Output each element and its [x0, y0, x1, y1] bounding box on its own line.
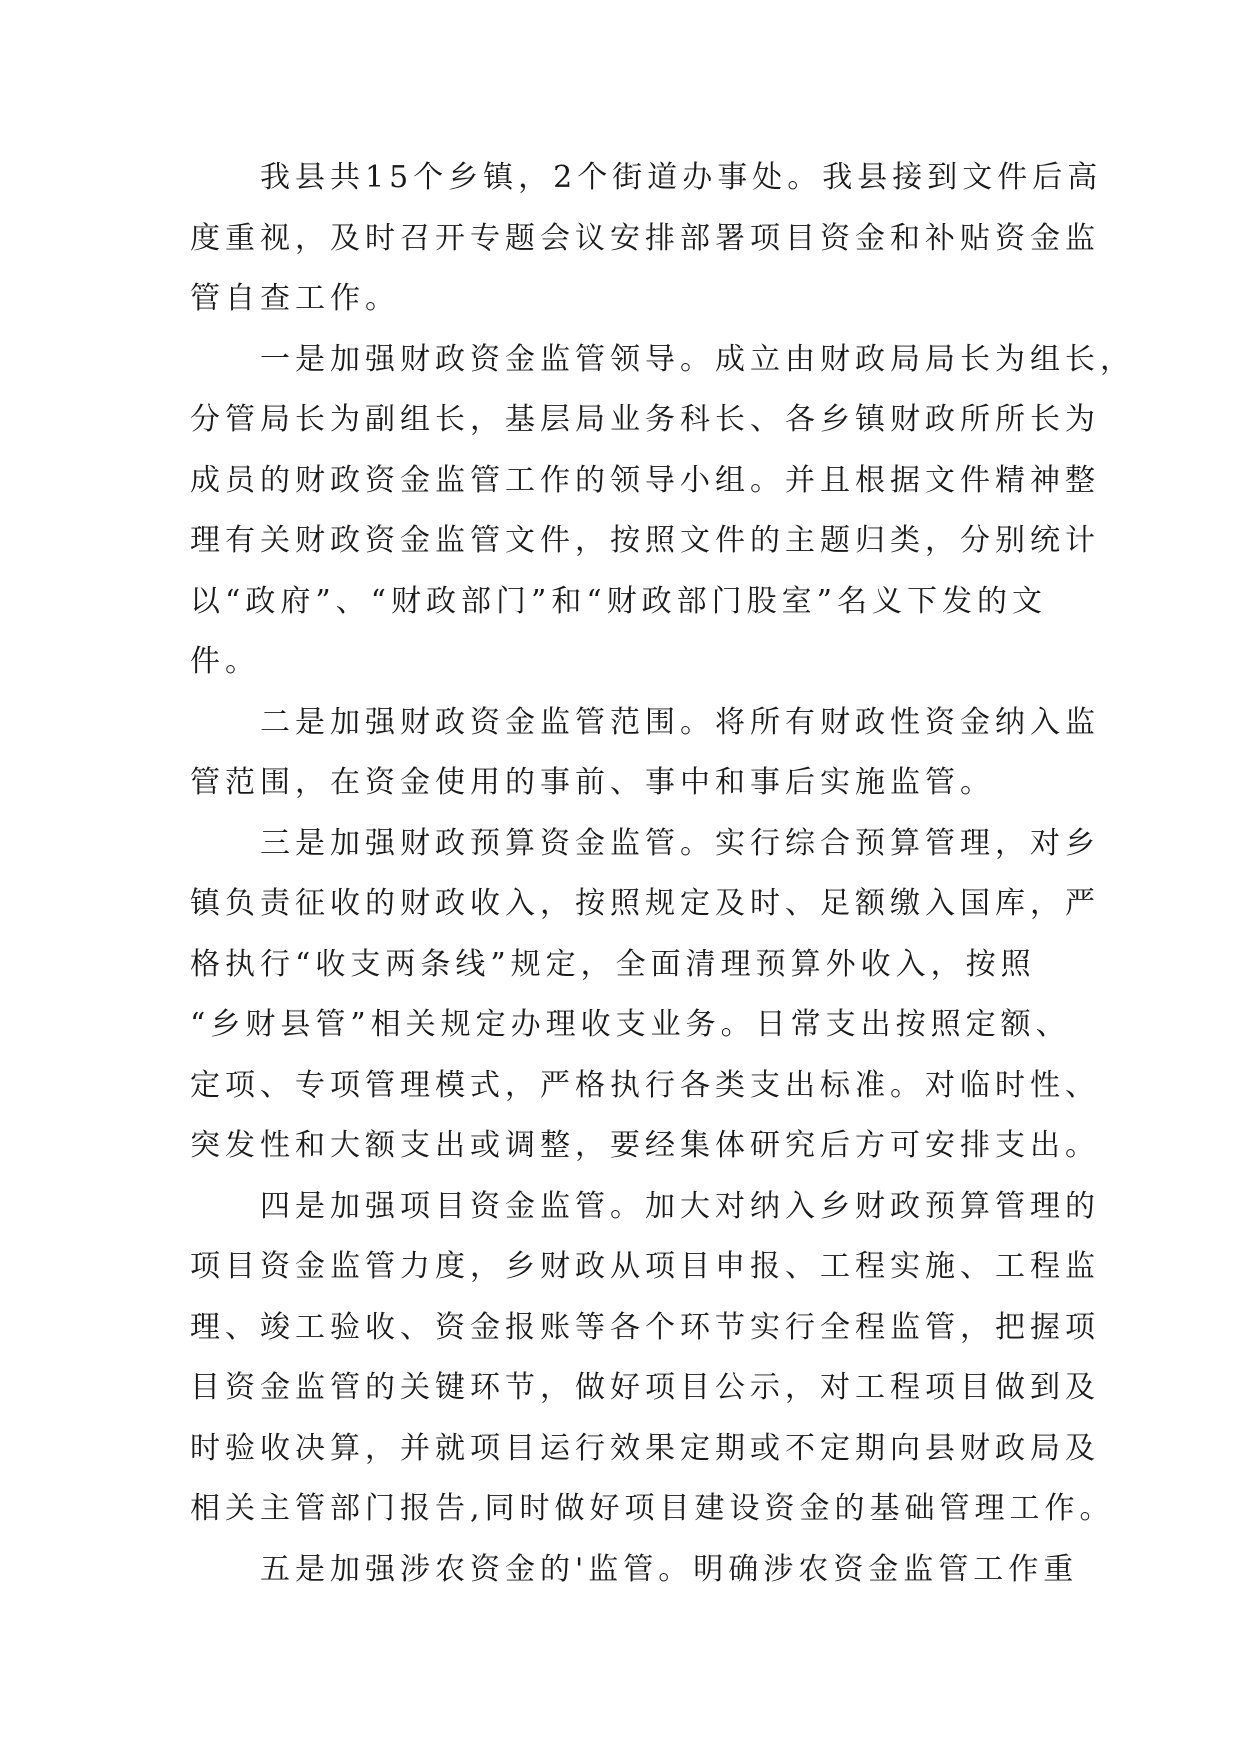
paragraph-line: 四是加强项目资金监管。加大对纳入乡财政预算管理的	[190, 1188, 1100, 1224]
paragraph-line: 理有关财政资金监管文件，按照文件的主题归类，分别统计	[190, 523, 1100, 558]
paragraph	[190, 340, 1135, 703]
paragraph-line: 件。	[190, 644, 260, 679]
paragraph-line: 二是加强财政资金监管范围。将所有财政性资金纳入监	[190, 704, 1100, 740]
paragraph	[190, 703, 1100, 824]
paragraph	[190, 1550, 1090, 1611]
paragraph-line: 镇负责征收的财政收入，按照规定及时、足额缴入国库，严	[190, 886, 1100, 921]
paragraph-line: 相关主管部门报告,同时做好项目建设资金的基础管理工作。	[190, 1491, 1115, 1526]
paragraph-line: 管范围，在资金使用的事前、事中和事后实施监管。	[190, 765, 995, 800]
paragraph-line: 理、竣工验收、资金报账等各个环节实行全程监管，把握项	[190, 1309, 1100, 1345]
paragraph-line: 突发性和大额支出或调整，要经集体研究后方可安排支出。	[190, 1128, 1100, 1163]
document-body	[190, 158, 1135, 1610]
paragraph-line: 定项、专项管理模式，严格执行各类支出标准。对临时性、	[190, 1067, 1100, 1103]
paragraph-line: 目资金监管的关键环节，做好项目公示，对工程项目做到及	[190, 1370, 1100, 1405]
paragraph-line: 时验收决算，并就项目运行效果定期或不定期向县财政局及	[190, 1430, 1100, 1466]
paragraph-line: 五是加强涉农资金的'监管。明确涉农资金监管工作重	[190, 1551, 1079, 1587]
paragraph-line: 成员的财政资金监管工作的领导小组。并且根据文件精神整	[190, 462, 1100, 498]
paragraph-line: 我县共15个乡镇，2个街道办事处。我县接到文件后高	[190, 160, 1103, 195]
paragraph	[190, 1187, 1115, 1550]
paragraph-line: “乡财县管”相关规定办理收支业务。日常支出按照定额、	[190, 1007, 1071, 1042]
paragraph-line: 度重视，及时召开专题会议安排部署项目资金和补贴资金监	[190, 220, 1100, 256]
paragraph-line: 三是加强财政预算资金监管。实行综合预算管理，对乡	[190, 825, 1100, 861]
paragraph-line: 项目资金监管力度，乡财政从项目申报、工程实施、工程监	[190, 1249, 1100, 1284]
paragraph-line: 以“政府”、“财政部门”和“财政部门股室”名义下发的文	[190, 583, 1048, 619]
paragraph-line: 分管局长为副组长，基层局业务科长、各乡镇财政所所长为	[190, 402, 1100, 437]
paragraph	[190, 158, 1103, 340]
paragraph-line: 管自查工作。	[190, 281, 400, 316]
paragraph	[190, 824, 1100, 1187]
paragraph-line: 一是加强财政资金监管领导。成立由财政局局长为组长，	[190, 341, 1135, 377]
paragraph-line: 格执行“收支两条线”规定，全面清理预算外收入，按照	[190, 946, 1036, 982]
